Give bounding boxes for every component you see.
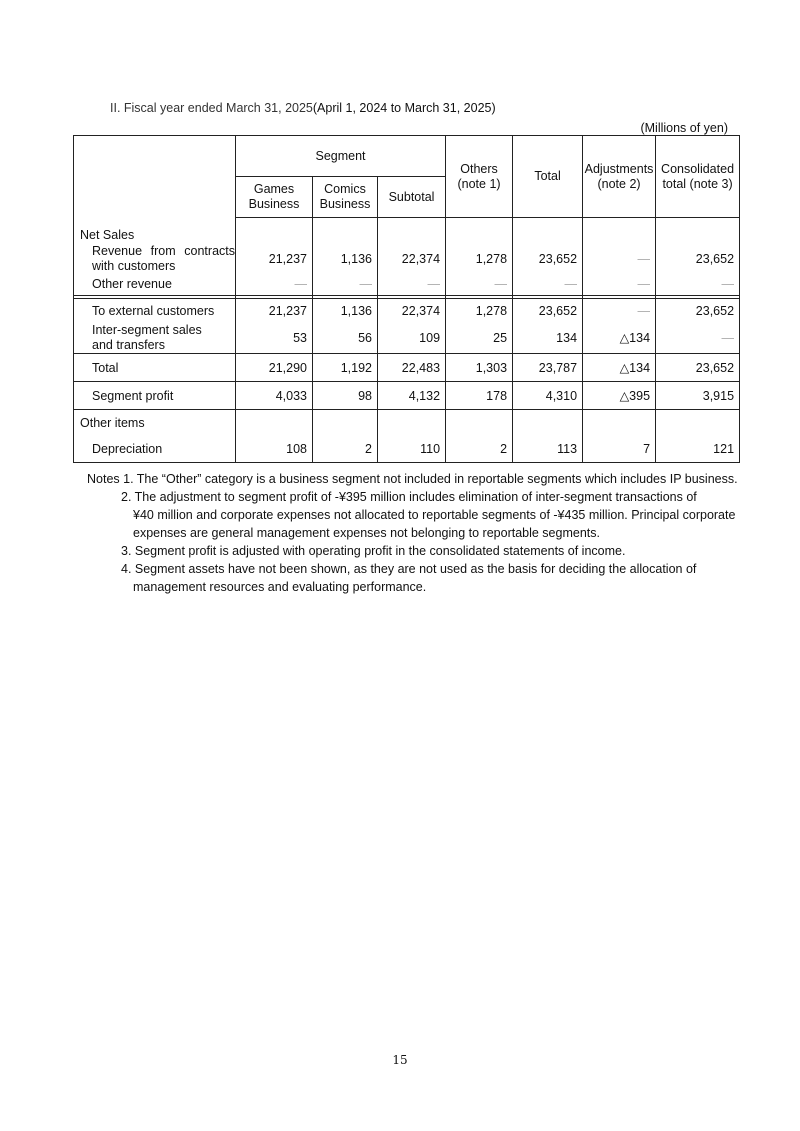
cell: 7 <box>583 436 656 463</box>
cell: ― <box>236 274 313 296</box>
cell: ― <box>583 299 656 323</box>
cell: 21,237 <box>236 299 313 323</box>
cell: 4,132 <box>378 382 446 410</box>
cell: 22,374 <box>378 244 446 274</box>
cell: 23,652 <box>513 244 583 274</box>
header-consolidated: Consolidated total (note 3) <box>656 136 740 218</box>
note-1: Notes 1. The “Other” category is a business segment not included in reportable segments which includes IP business. <box>87 472 738 486</box>
cell: 1,278 <box>446 299 513 323</box>
notes <box>87 470 747 596</box>
cell: ― <box>656 323 740 354</box>
cell: 56 <box>313 323 378 354</box>
row-total <box>74 354 740 382</box>
note-2-line-2: ¥40 million and corporate expenses not allocated to reportable segments of -¥435 million. Principal corporate <box>133 508 736 522</box>
note-2-line-1: 2. The adjustment to segment profit of -¥395 million includes elimination of inter-segment transactions of <box>121 490 697 504</box>
cell: 110 <box>378 436 446 463</box>
cell: 4,033 <box>236 382 313 410</box>
cell: ― <box>513 274 583 296</box>
label-other-items: Other items <box>74 410 236 436</box>
header-subtotal: Subtotal <box>378 177 446 218</box>
cell: 178 <box>446 382 513 410</box>
cell: 4,310 <box>513 382 583 410</box>
cell: ― <box>583 274 656 296</box>
cell: ― <box>656 274 740 296</box>
label-segment-profit: Segment profit <box>74 382 236 410</box>
cell: ― <box>446 274 513 296</box>
cell: 1,136 <box>313 299 378 323</box>
label-depreciation: Depreciation <box>74 436 236 463</box>
cell: 53 <box>236 323 313 354</box>
cell: 23,787 <box>513 354 583 382</box>
cell: 98 <box>313 382 378 410</box>
cell: △134 <box>583 323 656 354</box>
row-net-sales <box>74 218 740 244</box>
cell: 23,652 <box>656 244 740 274</box>
row-revenue-contracts <box>74 244 740 274</box>
cell: 1,136 <box>313 244 378 274</box>
cell: 21,290 <box>236 354 313 382</box>
note-4-line-2: management resources and evaluating performance. <box>133 580 427 594</box>
label-net-sales: Net Sales <box>74 218 236 244</box>
row-depreciation <box>74 436 740 463</box>
heading-range: (April 1, 2024 to March 31, 2025) <box>312 101 496 115</box>
page-number: 15 <box>392 1053 408 1067</box>
cell: ― <box>313 274 378 296</box>
unit-label: (Millions of yen) <box>640 121 728 135</box>
cell: ― <box>378 274 446 296</box>
heading-period: II. Fiscal year ended March 31, 2025 <box>110 101 313 115</box>
cell: 1,303 <box>446 354 513 382</box>
cell: 23,652 <box>656 354 740 382</box>
row-inter-segment <box>74 323 740 354</box>
cell: 2 <box>313 436 378 463</box>
header-others: Others (note 1) <box>446 136 513 218</box>
label-total: Total <box>74 354 236 382</box>
header-row-1 <box>74 136 740 177</box>
cell: 108 <box>236 436 313 463</box>
cell: 23,652 <box>513 299 583 323</box>
cell: 109 <box>378 323 446 354</box>
segment-table <box>73 135 740 463</box>
header-adjustments: Adjustments (note 2) <box>583 136 656 218</box>
note-4-line-1: 4. Segment assets have not been shown, as they are not used as the basis for deciding the allocation of <box>121 562 697 576</box>
cell: 2 <box>446 436 513 463</box>
row-to-external <box>74 299 740 323</box>
label-inter-segment: Inter-segment sales and transfers <box>74 323 236 354</box>
header-comics: Comics Business <box>313 177 378 218</box>
cell: 23,652 <box>656 299 740 323</box>
header-corner <box>74 136 236 218</box>
cell: ― <box>583 244 656 274</box>
label-revenue-contracts: Revenue from contracts with customers <box>74 244 236 274</box>
cell: 1,278 <box>446 244 513 274</box>
cell: 1,192 <box>313 354 378 382</box>
label-other-revenue: Other revenue <box>74 274 236 296</box>
cell: 22,374 <box>378 299 446 323</box>
section-heading <box>110 101 496 115</box>
row-other-revenue <box>74 274 740 296</box>
cell: 21,237 <box>236 244 313 274</box>
note-2-line-3: expenses are general management expenses not belonging to reportable segments. <box>133 526 600 540</box>
cell: 3,915 <box>656 382 740 410</box>
cell: △395 <box>583 382 656 410</box>
cell: △134 <box>583 354 656 382</box>
cell: 121 <box>656 436 740 463</box>
row-other-items <box>74 410 740 436</box>
header-segment: Segment <box>236 136 446 177</box>
label-to-external: To external customers <box>74 299 236 323</box>
cell: 134 <box>513 323 583 354</box>
cell: 113 <box>513 436 583 463</box>
row-segment-profit <box>74 382 740 410</box>
header-games: Games Business <box>236 177 313 218</box>
header-total: Total <box>513 136 583 218</box>
cell: 22,483 <box>378 354 446 382</box>
note-3: 3. Segment profit is adjusted with operating profit in the consolidated statements of income. <box>121 544 626 558</box>
cell: 25 <box>446 323 513 354</box>
